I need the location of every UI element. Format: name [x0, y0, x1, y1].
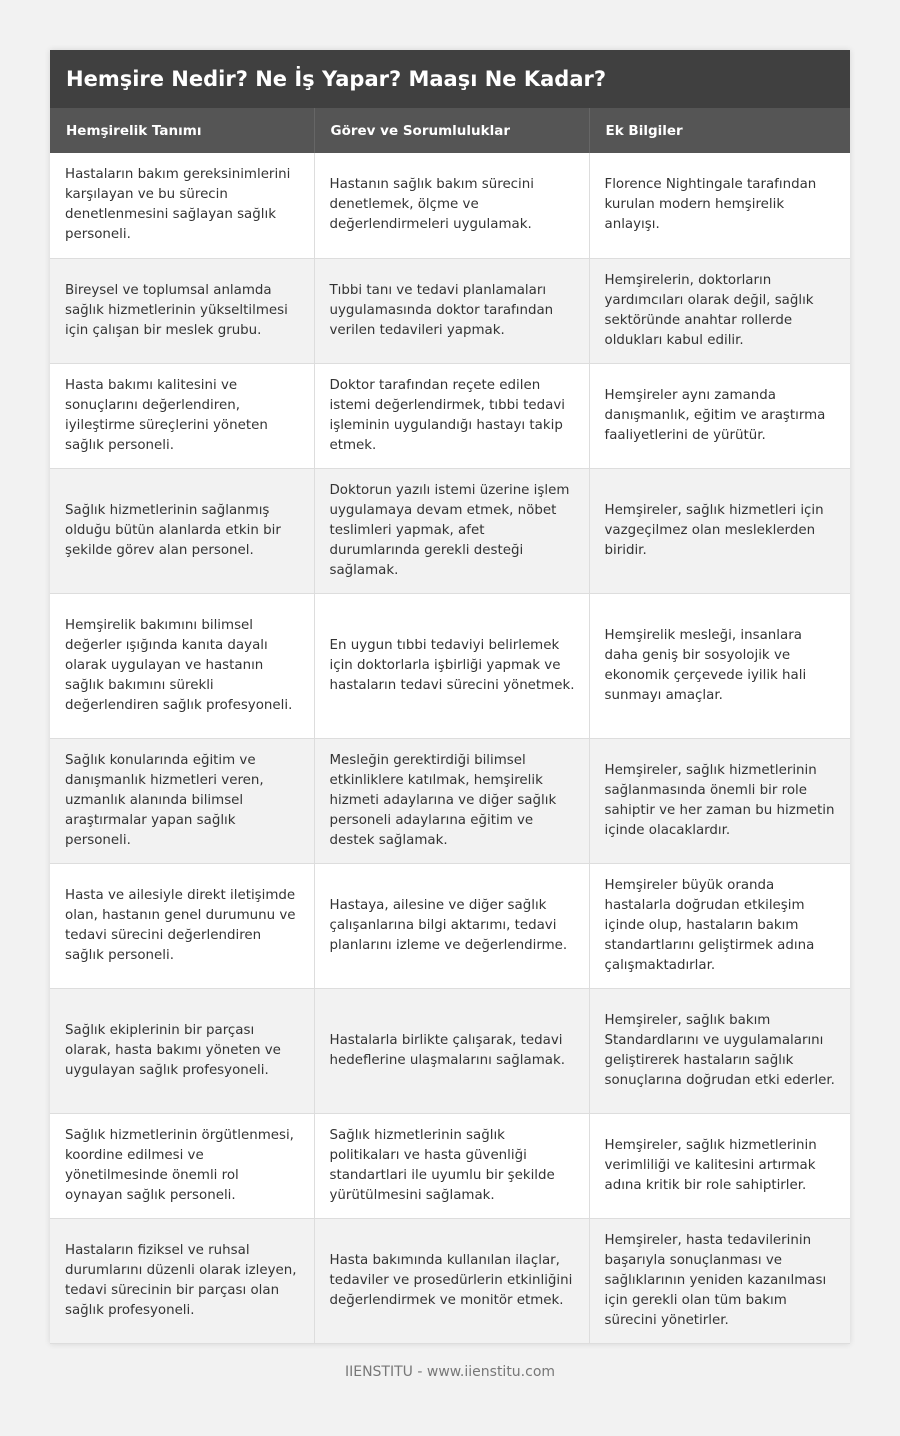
table-cell: Hemşirelik mesleği, insanlara daha geniş bir sosyolojik ve ekonomik çerçevede iyilik hali sunmayı amaçlar.: [589, 593, 850, 738]
table-row: [50, 258, 850, 363]
table-row: [50, 1218, 850, 1343]
table-cell: Hasta bakımında kullanılan ilaçlar, tedaviler ve prosedürlerin etkinliğini değerlendirmek ve monitör etmek.: [314, 1218, 589, 1343]
table-row: [50, 468, 850, 593]
table-cell: Hemşireler büyük oranda hastalarla doğrudan etkileşim içinde olup, hastaların bakım standartlarını geliştirmek adına çalışmaktadırlar.: [589, 863, 850, 988]
table-row: [50, 863, 850, 988]
table-row: [50, 153, 850, 258]
table-cell: Sağlık hizmetlerinin sağlık politikaları ve hasta güvenliği standartlari ile uyumlu bir şekilde yürütülmesini sağlamak.: [314, 1113, 589, 1218]
table-cell: Tıbbi tanı ve tedavi planlamaları uygulamasında doktor tarafından verilen tedavileri yapmak.: [314, 258, 589, 363]
table-card: [50, 50, 850, 1344]
table-cell: Hemşireler, hasta tedavilerinin başarıyla sonuçlanması ve sağlıklarının yeniden kazanılması için gerekli olan tüm bakım sürecini yönetirler.: [589, 1218, 850, 1343]
table-cell: En uygun tıbbi tedaviyi belirlemek için doktorlarla işbirliği yapmak ve hastaların tedavi sürecini yönetmek.: [314, 593, 589, 738]
table-cell: Hemşireler, sağlık hizmetleri için vazgeçilmez olan mesleklerden biridir.: [589, 468, 850, 593]
table-cell: Hemşireler, sağlık hizmetlerinin verimliliği ve kalitesini artırmak adına kritik bir role sahiptirler.: [589, 1113, 850, 1218]
table-cell: Sağlık hizmetlerinin örgütlenmesi, koordine edilmesi ve yönetilmesinde önemli rol oynayan sağlık personeli.: [50, 1113, 314, 1218]
footer-credit: IIENSTITU - www.iienstitu.com: [344, 1364, 556, 1380]
table-row: [50, 988, 850, 1113]
column-header-extra: Ek Bilgiler: [589, 108, 850, 153]
table-cell: Doktor tarafından reçete edilen istemi değerlendirmek, tıbbi tedavi işleminin uygulandığı hastayı takip etmek.: [314, 363, 589, 468]
table-cell: Hemşireler, sağlık hizmetlerinin sağlanmasında önemli bir role sahiptir ve her zaman bu hizmetin içinde olacaklardır.: [589, 738, 850, 863]
table-cell: Hastaların fiziksel ve ruhsal durumlarını düzenli olarak izleyen, tedavi sürecinin bir parçası olan sağlık profesyoneli.: [50, 1218, 314, 1343]
table-cell: Mesleğin gerektirdiği bilimsel etkinliklere katılmak, hemşirelik hizmeti adaylarına ve diğer sağlık personeli adaylarına eğitim ve destek sağlamak.: [314, 738, 589, 863]
table-row: [50, 738, 850, 863]
table-cell: Doktorun yazılı istemi üzerine işlem uygulamaya devam etmek, nöbet teslimleri yapmak, afet durumlarında gerekli desteği sağlamak.: [314, 468, 589, 593]
table-cell: Hasta ve ailesiyle direkt iletişimde olan, hastanın genel durumunu ve tedavi sürecini değerlendiren sağlık personeli.: [50, 863, 314, 988]
table-cell: Hastalarla birlikte çalışarak, tedavi hedeflerine ulaşmalarını sağlamak.: [314, 988, 589, 1113]
table-cell: Florence Nightingale tarafından kurulan modern hemşirelik anlayışı.: [589, 153, 850, 258]
table-cell: Hastaya, ailesine ve diğer sağlık çalışanlarına bilgi aktarımı, tedavi planlarını izleme ve değerlendirme.: [314, 863, 589, 988]
table-cell: Hemşireler aynı zamanda danışmanlık, eğitim ve araştırma faaliyetlerini de yürütür.: [589, 363, 850, 468]
page-title: Hemşire Nedir? Ne İş Yapar? Maaşı Ne Kadar?: [50, 50, 850, 108]
table-row: [50, 363, 850, 468]
table-cell: Sağlık hizmetlerinin sağlanmış olduğu bütün alanlarda etkin bir şekilde görev alan personel.: [50, 468, 314, 593]
table-cell: Hemşirelerin, doktorların yardımcıları olarak değil, sağlık sektöründe anahtar rollerde oldukları kabul edilir.: [589, 258, 850, 363]
table-cell: Hemşireler, sağlık bakım Standardlarını ve uygulamalarını geliştirerek hastaların sağlık sonuçlarına doğrudan etki ederler.: [589, 988, 850, 1113]
table-cell: Bireysel ve toplumsal anlamda sağlık hizmetlerinin yükseltilmesi için çalışan bir meslek grubu.: [50, 258, 314, 363]
table-cell: Hastanın sağlık bakım sürecini denetlemek, ölçme ve değerlendirmeleri uygulamak.: [314, 153, 589, 258]
column-header-duties: Görev ve Sorumluluklar: [314, 108, 589, 153]
table-header-row: [50, 108, 850, 153]
column-header-definition: Hemşirelik Tanımı: [50, 108, 314, 153]
table-cell: Sağlık ekiplerinin bir parçası olarak, hasta bakımı yöneten ve uygulayan sağlık profesyoneli.: [50, 988, 314, 1113]
table-cell: Hemşirelik bakımını bilimsel değerler ışığında kanıta dayalı olarak uygulayan ve hastanın sağlık bakımını sürekli değerlendiren sağlık profesyoneli.: [50, 593, 314, 738]
table-cell: Sağlık konularında eğitim ve danışmanlık hizmetleri veren, uzmanlık alanında bilimsel araştırmalar yapan sağlık personeli.: [50, 738, 314, 863]
table-row: [50, 1113, 850, 1218]
info-table: [50, 108, 850, 1344]
table-row: [50, 593, 850, 738]
table-cell: Hasta bakımı kalitesini ve sonuçlarını değerlendiren, iyileştirme süreçlerini yöneten sağlık personeli.: [50, 363, 314, 468]
table-cell: Hastaların bakım gereksinimlerini karşılayan ve bu sürecin denetlenmesini sağlayan sağlık personeli.: [50, 153, 314, 258]
